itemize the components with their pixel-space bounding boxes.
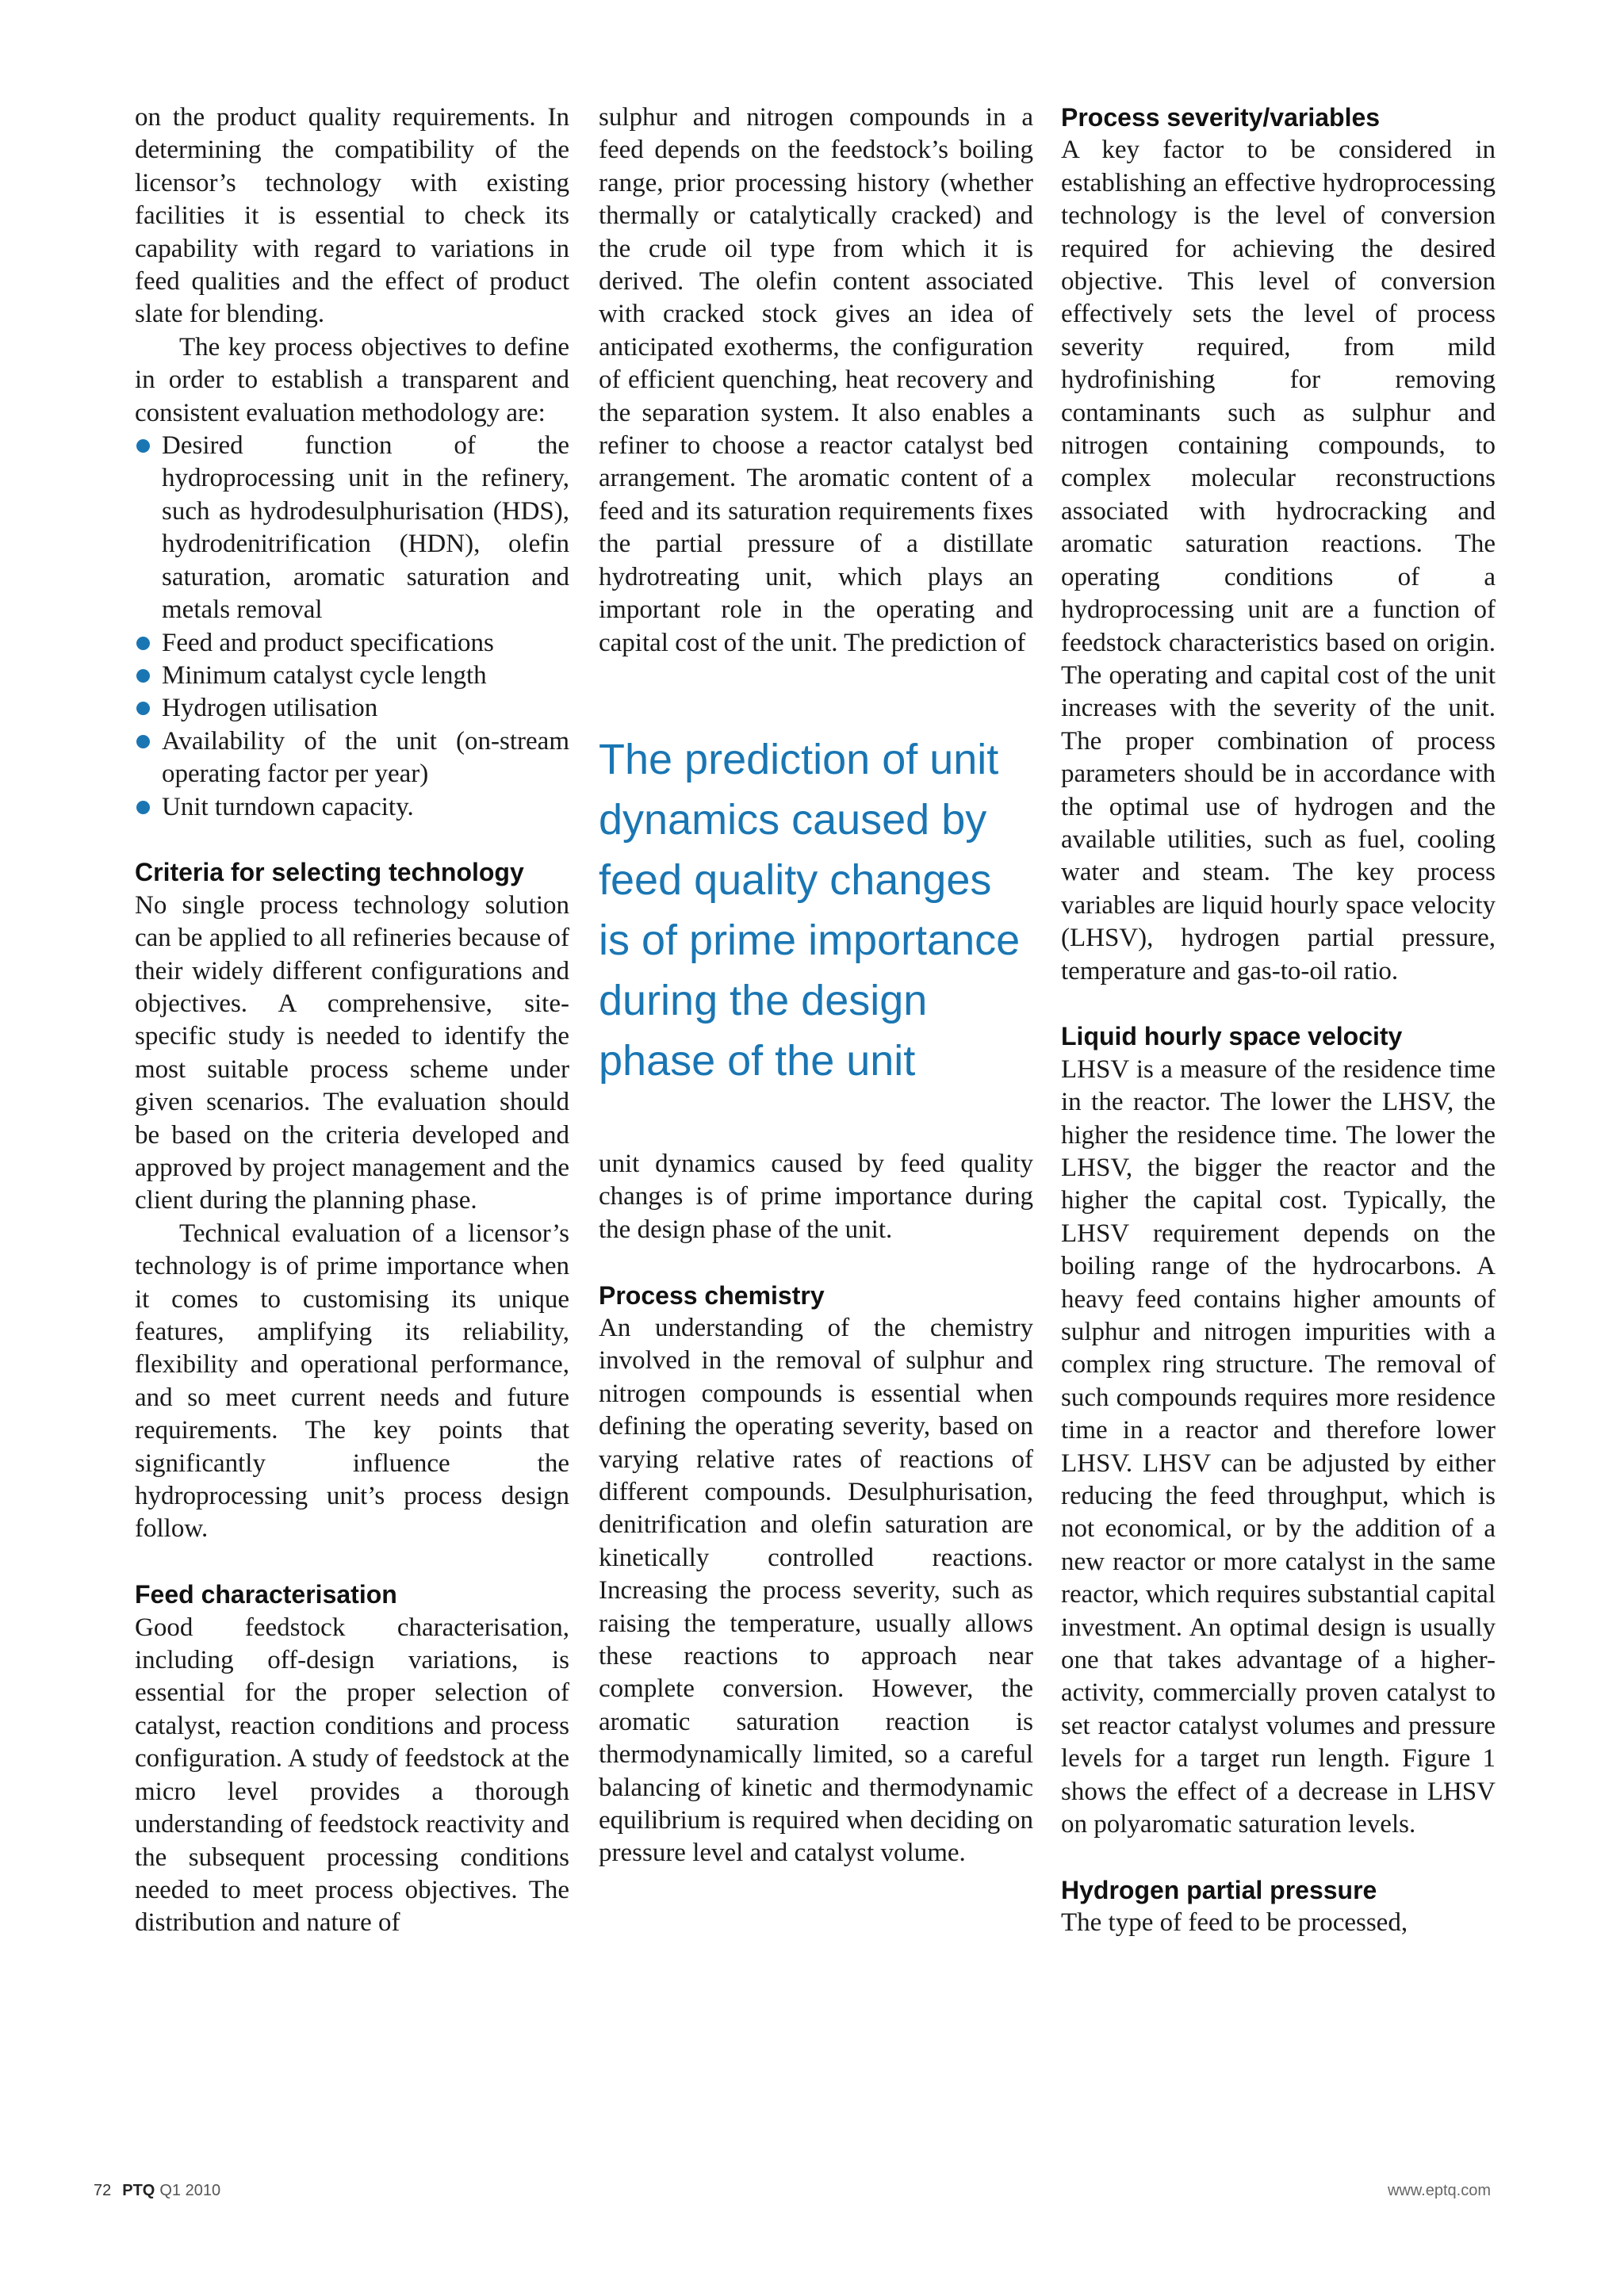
- list-item: Hydrogen utilisation: [135, 692, 569, 725]
- paragraph: An understanding of the chemistry involved in the removal of sulphur and nitrogen compounds is essential when defining the operating severity, based on varying relative rates of reactions of different compounds. Desulphurisation, denitrification and olefin saturation are kinetically controlled reactions. Increasing the process severity, such as raising the temperature, usually allows these reactions to approach near complete conversion. However, the aromatic saturation reaction is thermodynamically limited, so a careful balancing of kinetic and thermodynamic equilibrium is required when deciding on pressure level and catalyst volume.: [599, 1313, 1033, 1868]
- paragraph: Technical evaluation of a licensor’s technology is of prime importance when it comes to customising its unique features, amplifying its reliability, flexibility and operational performance, and so meet current needs and future requirements. The key points that significantly influence the hydroprocessing unit’s process design follow.: [135, 1219, 569, 1544]
- paragraph: sulphur and nitrogen compounds in a feed depends on the feedstock’s boiling range, prior processing history (whether thermally or catalytically cracked) and the crude oil type from which it is derived. The olefin content associated with cracked stock gives an idea of anticipated exotherms, the configuration of efficient quenching, heat recovery and the separation system. It also enables a refiner to choose a reactor catalyst bed arrangement. The aromatic content of a feed and its saturation requirements fixes the partial pressure of a distillate hydrotreating unit, which plays an important role in the operating and capital cost of the unit. The prediction of: [599, 103, 1033, 657]
- page-number: 72: [94, 2182, 112, 2199]
- list-item: Desired function of the hydroprocessing unit in the refinery, such as hydrodesulphurisation (HDS), hydrodenitrification (HDN), olefin saturation, aromatic saturation and metals removal: [135, 430, 569, 626]
- section-heading-chemistry: Process chemistry: [599, 1280, 825, 1310]
- list-item: Minimum catalyst cycle length: [135, 660, 569, 692]
- paragraph: Good feedstock characterisation, including off-design variations, is essential for the proper selection of catalyst, reaction conditions and process configuration. A study of feedstock at the micro level provides a thorough understanding of feedstock reactivity and the subsequent processing conditions needed to meet process objectives. The distribution and nature of: [135, 1613, 569, 1938]
- list-item: Availability of the unit (on-stream operating factor per year): [135, 725, 569, 791]
- section-heading-severity: Process severity/variables: [1061, 103, 1381, 132]
- section-heading-hydrogen: Hydrogen partial pressure: [1061, 1875, 1377, 1904]
- column-3: [1061, 101, 1496, 1940]
- paragraph: unit dynamics caused by feed quality changes is of prime importance during the design phase of the unit.: [599, 1149, 1033, 1244]
- pull-quote: The prediction of unit dynamics caused by feed quality changes is of prime importance during the design phase of the unit: [599, 735, 1021, 1085]
- paragraph: A key factor to be considered in establishing an effective hydroprocessing technology is the level of conversion required for achieving the desired objective. This level of conversion effectively sets the level of process severity required, from mild hydrofinishing for removing contaminants such as sulphur and nitrogen containing compounds, to complex molecular reconstructions associated with hydrocracking and aromatic saturation reactions. The operating conditions of a hydroprocessing unit are a function of feedstock characteristics based on origin. The operating and capital cost of the unit increases with the severity of the unit. The proper combination of process parameters should be in accordance with the optimal use of hydrogen and the available utilities, such as fuel, cooling water and steam. The key process variables are liquid hourly space velocity (LHSV), hydrogen partial pressure, temperature and gas-to-oil ratio.: [1061, 136, 1496, 985]
- list-item: Unit turndown capacity.: [135, 791, 569, 824]
- column-2: [599, 101, 1033, 1870]
- paragraph: No single process technology solution can be applied to all refineries because of their widely different configurations and objectives. A comprehensive, site-specific study is needed to identify the most suitable process scheme under given scenarios. The evaluation should be based on the criteria developed and approved by project management and the client during the planning phase.: [135, 890, 569, 1215]
- section-heading-lhsv: Liquid hourly space velocity: [1061, 1022, 1403, 1051]
- objectives-list: [135, 430, 569, 824]
- paragraph: The key process objectives to define in order to establish a transparent and consistent evaluation methodology are:: [135, 332, 569, 427]
- list-item: Feed and product specifications: [135, 627, 569, 660]
- website-link[interactable]: www.eptq.com: [1387, 2182, 1491, 2199]
- section-heading-criteria: Criteria for selecting technology: [135, 858, 524, 887]
- magazine-name: PTQ: [122, 2182, 155, 2199]
- column-1: [135, 101, 569, 1940]
- section-heading-feed: Feed characterisation: [135, 1580, 397, 1609]
- footer-left: [94, 2182, 220, 2200]
- paragraph: on the product quality requirements. In determining the compatibility of the licensor’s technology with existing facilities it is essential to check its capability with regard to variations in feed qualities and the effect of product slate for blending.: [135, 103, 569, 329]
- paragraph: LHSV is a measure of the residence time in the reactor. The lower the LHSV, the higher the residence time. The lower the LHSV, the bigger the reactor and the higher the capital cost. Typically, the LHSV requirement depends on the boiling range of the hydrocarbons. A heavy feed contains higher amounts of sulphur and nitrogen impurities with a complex ring structure. The removal of such compounds requires more residence time in a reactor and therefore lower LHSV. LHSV can be adjusted by either reducing the feed throughput, which is not economical, or by the addition of a new reactor or more catalyst in the same reactor, which requires substantial capital investment. An optimal design is usually one that takes advantage of a higher-activity, commercially proven catalyst to set reactor catalyst volumes and pressure levels for a target run length. Figure 1 shows the effect of a decrease in LHSV on polyaromatic saturation levels.: [1061, 1054, 1496, 1839]
- issue-label: Q1 2010: [159, 2182, 221, 2199]
- paragraph: The type of feed to be processed,: [1061, 1908, 1408, 1938]
